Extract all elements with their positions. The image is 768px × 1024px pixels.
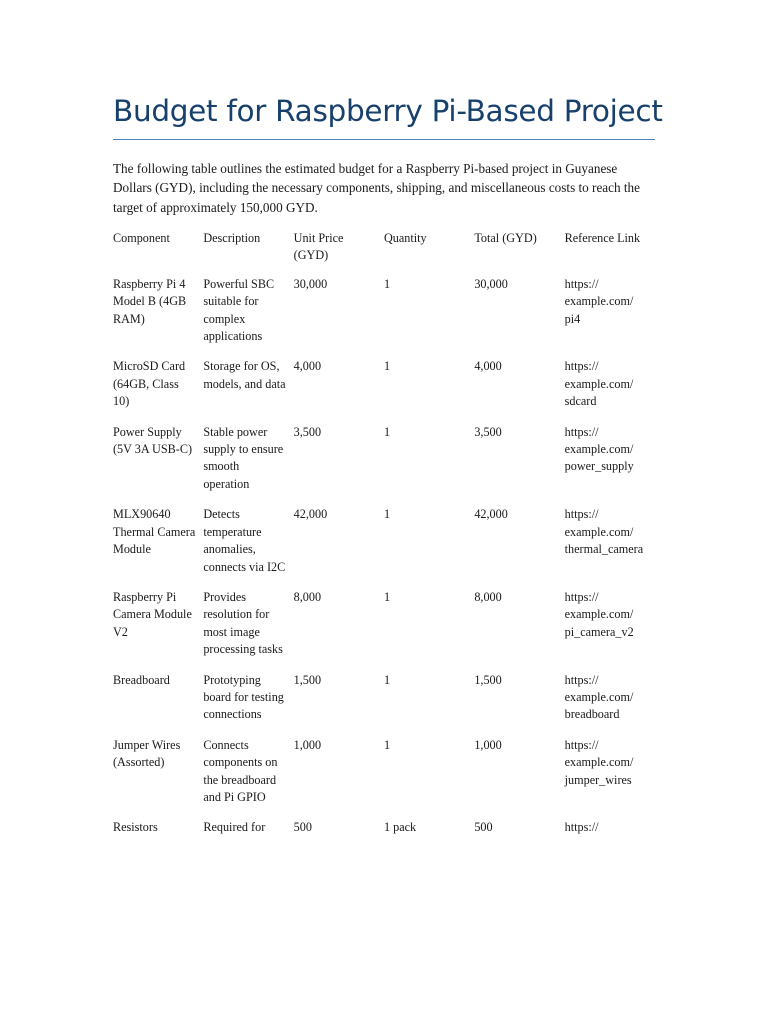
intro-paragraph: The following table outlines the estimated budget for a Raspberry Pi-based project in Guyanese Dollars (GYD), including the necessary components, shipping, and miscellaneous costs to reach the target of approximately 150,000 GYD.: [113, 161, 641, 215]
description-cell: Required for: [203, 820, 266, 835]
quantity-cell: 1: [383, 276, 391, 291]
description-cell: Connects components on the breadboard and Pi GPIO: [203, 737, 278, 804]
quantity-cell: 1: [383, 672, 391, 687]
budget-table: [113, 230, 655, 850]
reference-link-cell: https:// example.com/ sdcard: [564, 359, 634, 409]
description-cell: Provides resolution for most image processing tasks: [203, 589, 283, 657]
total-cell: 42,000: [474, 507, 508, 522]
column-header: Component: [113, 231, 170, 245]
quantity-cell: 1: [383, 507, 391, 522]
unit-price-cell: 42,000: [293, 507, 328, 522]
unit-price-cell: 1,500: [293, 672, 322, 687]
total-cell: 3,500: [474, 424, 502, 439]
component-cell: Raspberry Pi 4 Model B (4GB RAM): [113, 276, 187, 326]
total-cell: 1,500: [474, 672, 502, 687]
description-cell: Detects temperature anomalies, connects via I2C: [203, 507, 286, 574]
unit-price-cell: 8,000: [293, 589, 322, 604]
column-header: Unit Price (GYD): [293, 231, 344, 263]
total-cell: 30,000: [474, 276, 508, 291]
quantity-cell: 1: [383, 359, 391, 374]
total-cell: 500: [474, 820, 493, 835]
reference-link-cell: https:// example.com/ breadboard: [564, 672, 634, 722]
quantity-cell: 1: [383, 589, 391, 604]
reference-link-cell: https:// example.com/ power_supply: [564, 424, 634, 474]
column-header: Total (GYD): [474, 231, 537, 245]
unit-price-cell: 1,000: [293, 737, 322, 752]
description-cell: Stable power supply to ensure smooth operation: [203, 424, 284, 491]
component-cell: MLX90640 Thermal Camera Module: [113, 507, 196, 557]
quantity-cell: 1: [383, 424, 391, 439]
unit-price-cell: 30,000: [293, 276, 328, 291]
total-cell: 1,000: [474, 737, 502, 752]
total-cell: 8,000: [474, 589, 502, 604]
description-cell: Storage for OS, models, and data: [203, 359, 286, 391]
quantity-cell: 1 pack: [383, 820, 417, 835]
component-cell: Resistors: [113, 820, 158, 835]
table-row: [113, 506, 655, 589]
reference-link-cell: https://: [564, 820, 599, 835]
reference-link-cell: https:// example.com/ thermal_camera: [564, 507, 644, 557]
component-cell: MicroSD Card (64GB, Class 10): [113, 359, 186, 409]
column-header: Description: [203, 231, 261, 245]
table-row: [113, 672, 655, 737]
table-row: [113, 276, 655, 359]
table-row: [113, 589, 655, 672]
component-cell: Raspberry Pi Camera Module V2: [113, 589, 192, 639]
component-cell: Breadboard: [113, 672, 170, 687]
component-cell: Jumper Wires (Assorted): [113, 737, 181, 770]
reference-link-cell: https:// example.com/ jumper_wires: [564, 737, 634, 787]
reference-link-cell: https:// example.com/ pi4: [564, 276, 634, 326]
quantity-cell: 1: [383, 737, 391, 752]
description-cell: Prototyping board for testing connections: [203, 672, 284, 722]
unit-price-cell: 3,500: [293, 424, 322, 439]
title-underline: [113, 139, 655, 140]
table-row: [113, 737, 655, 820]
table-header-row: [113, 230, 655, 276]
column-header: Reference Link: [564, 231, 641, 245]
unit-price-cell: 4,000: [293, 359, 322, 374]
table-row: [113, 819, 655, 849]
component-cell: Power Supply (5V 3A USB-C): [113, 424, 193, 457]
table-row: [113, 358, 655, 423]
reference-link-cell: https:// example.com/ pi_camera_v2: [564, 589, 634, 639]
column-header: Quantity: [383, 231, 427, 245]
unit-price-cell: 500: [293, 820, 312, 835]
table-row: [113, 424, 655, 507]
page-title: Budget for Raspberry Pi-Based Project: [113, 94, 663, 128]
total-cell: 4,000: [474, 359, 502, 374]
description-cell: Powerful SBC suitable for complex applications: [203, 276, 275, 344]
